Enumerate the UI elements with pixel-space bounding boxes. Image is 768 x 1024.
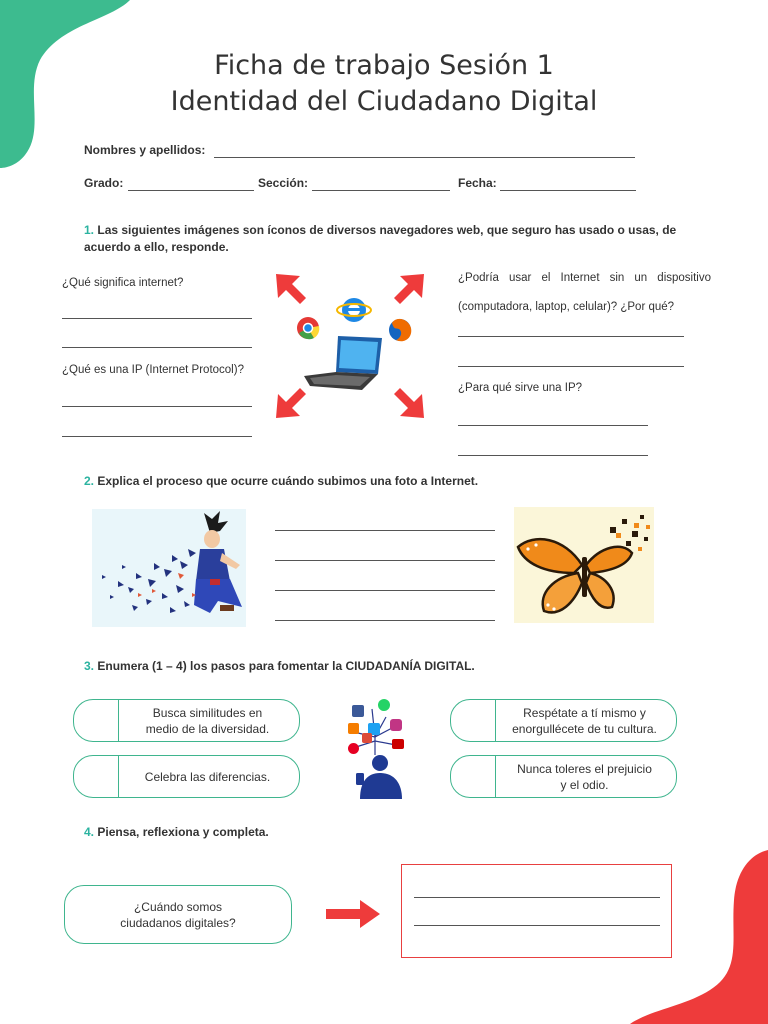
fecha-line[interactable]: [500, 190, 636, 191]
question-2-number: 2.: [84, 474, 95, 488]
question-1: [84, 222, 684, 256]
q2-line-3[interactable]: [275, 590, 495, 591]
person-on-phone-icon: [356, 755, 402, 799]
page-title: [0, 48, 768, 120]
step-number-slot: [495, 756, 496, 797]
arrow-up-right-icon: [394, 274, 424, 304]
step-box-2[interactable]: [73, 755, 300, 798]
instagram-icon: [390, 719, 402, 731]
social-media-person-illustration: [342, 697, 408, 799]
q1-right-question-2: ¿Para qué sirve una IP?: [458, 382, 583, 394]
arrow-right-icon: [326, 898, 380, 930]
grado-line[interactable]: [128, 190, 254, 191]
fecha-label: Fecha:: [458, 176, 497, 190]
question-4-text: Piensa, reflexiona y completa.: [97, 825, 269, 839]
step-text-3: Respétate a tí mismo y enorgullécete de tu cultura.: [512, 705, 657, 736]
pixelated-butterfly-image: [514, 507, 654, 623]
q1-right-line-3[interactable]: [458, 425, 648, 426]
q1-left-question-2: ¿Qué es una IP (Internet Protocol)?: [62, 364, 244, 376]
seccion-line[interactable]: [312, 190, 450, 191]
title-line-2: Identidad del Ciudadano Digital: [170, 86, 598, 117]
question-2-text: Explica el proceso que ocurre cuándo subimos una foto a Internet.: [97, 474, 479, 488]
chrome-icon: [297, 317, 319, 339]
step-box-3[interactable]: [450, 699, 677, 742]
firefox-icon: [389, 319, 411, 341]
step-number-slot: [118, 756, 119, 797]
q2-line-4[interactable]: [275, 620, 495, 621]
internet-explorer-icon: [337, 298, 371, 322]
q1-left-line-2[interactable]: [62, 347, 252, 348]
step-number-slot: [118, 700, 119, 741]
seccion-label: Sección:: [258, 176, 309, 190]
step-text-2: Celebra las diferencias.: [144, 769, 271, 784]
question-3: [84, 658, 475, 675]
nombres-label: Nombres y apellidos:: [84, 143, 206, 157]
step-number-slot: [495, 700, 496, 741]
laptop-browsers-illustration: [270, 268, 430, 424]
q1-right-line-2[interactable]: [458, 366, 684, 367]
question-2: [84, 473, 478, 490]
laptop-icon: [304, 336, 382, 390]
googleplus-icon: [362, 733, 372, 743]
arrow-down-left-icon: [276, 388, 306, 418]
youtube-icon: [392, 739, 404, 749]
whatsapp-icon: [378, 699, 390, 711]
nombres-line[interactable]: [214, 157, 635, 158]
q1-left-line-1[interactable]: [62, 318, 252, 319]
q2-line-1[interactable]: [275, 530, 495, 531]
q1-right-line-1[interactable]: [458, 336, 684, 337]
q2-line-2[interactable]: [275, 560, 495, 561]
step-text-1: Busca similitudes en medio de la diversidad.: [145, 705, 270, 736]
question-4-number: 4.: [84, 825, 95, 839]
question-3-number: 3.: [84, 659, 95, 673]
facebook-icon: [352, 705, 364, 717]
q1-right-question-1: ¿Podría usar el Internet sin un dispositivo (computadora, laptop, celular)? ¿Por qué?: [458, 272, 711, 313]
name-field-row: [84, 143, 205, 157]
reflection-answer-box[interactable]: [401, 864, 672, 958]
question-1-number: 1.: [84, 223, 95, 237]
title-line-1: Ficha de trabajo Sesión 1: [214, 50, 554, 81]
blogger-icon: [348, 723, 359, 734]
arrow-down-right-icon: [394, 388, 424, 418]
answer-line-2[interactable]: [414, 925, 660, 926]
q1-right-line-4[interactable]: [458, 455, 648, 456]
question-1-text: Las siguientes imágenes son íconos de diversos navegadores web, que seguro has usado o usas, de acuerdo a ello, responde.: [84, 223, 677, 254]
step-box-4[interactable]: [450, 755, 677, 798]
pinterest-icon: [348, 743, 359, 754]
step-box-1[interactable]: [73, 699, 300, 742]
question-3-text: Enumera (1 – 4) los pasos para fomentar la CIUDADANÍA DIGITAL.: [97, 659, 475, 673]
arrow-up-left-icon: [276, 274, 306, 304]
step-text-4: Nunca toleres el prejuicio y el odio.: [517, 761, 652, 792]
q1-left-line-3[interactable]: [62, 406, 252, 407]
disintegrating-character-image: [92, 509, 246, 627]
grado-label: Grado:: [84, 176, 124, 190]
q1-left-question-1: ¿Qué significa internet?: [62, 277, 184, 289]
q1-left-line-4[interactable]: [62, 436, 252, 437]
answer-line-1[interactable]: [414, 897, 660, 898]
question-4: [84, 824, 269, 841]
reflection-prompt-box: ¿Cuándo somos ciudadanos digitales?: [64, 885, 292, 944]
